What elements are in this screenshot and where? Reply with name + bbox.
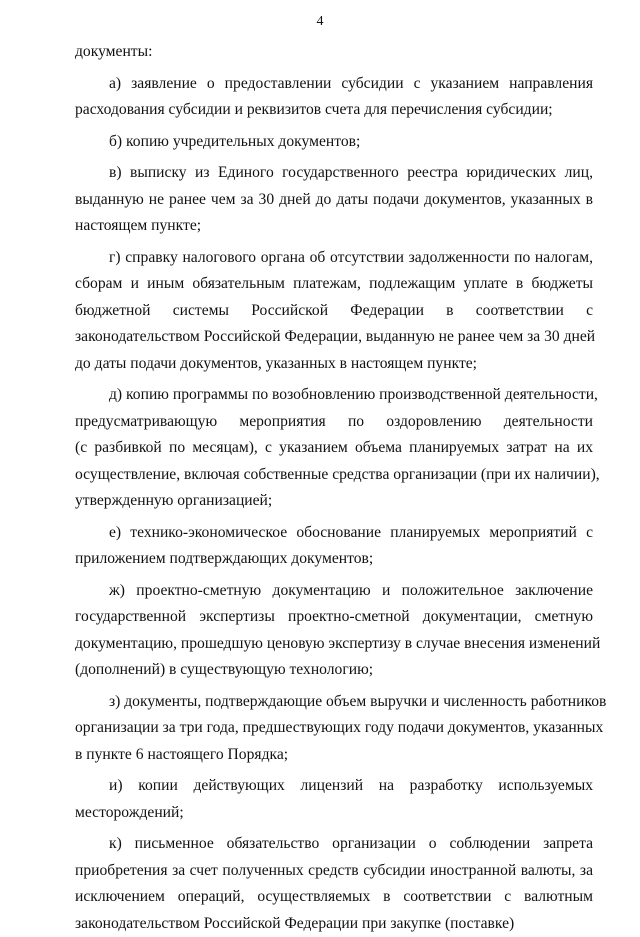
text-line: (с разбивкой по месяцам), с указанием объема планируемых затрат на их (75, 435, 593, 462)
paragraph (75, 520, 593, 573)
text-line: в пункте 6 настоящего Порядка; (75, 742, 593, 769)
text-line: документацию, прошедшую ценовую экспертизу в случае внесения изменений (75, 631, 593, 658)
text-line: приложением подтверждающих документов; (75, 546, 593, 573)
text-line: б) копию учредительных документов; (75, 129, 593, 156)
paragraph (75, 689, 593, 769)
text-line: законодательством Российской Федерации при закупке (поставке) (75, 911, 593, 937)
text-line: (дополнений) в существующую технологию; (75, 657, 593, 684)
paragraph (75, 578, 593, 684)
paragraph (75, 382, 593, 515)
text-line: предусматривающую мероприятия по оздоровлению деятельности (75, 409, 593, 436)
text-line: государственной экспертизы проектно-сметной документации, сметную (75, 604, 593, 631)
text-line: д) копию программы по возобновлению производственной деятельности, (75, 382, 593, 409)
paragraph (75, 39, 593, 66)
text-line: утвержденную организацией; (75, 488, 593, 515)
text-line: в) выписку из Единого государственного реестра юридических лиц, (75, 160, 593, 187)
text-line: и) копии действующих лицензий на разработку используемых (75, 773, 593, 800)
text-line: настоящем пункте; (75, 213, 593, 240)
text-line: месторождений; (75, 800, 593, 827)
paragraph (75, 773, 593, 826)
page-number: 4 (0, 14, 640, 30)
text-line: ж) проектно-сметную документацию и положительное заключение (75, 578, 593, 605)
paragraph (75, 129, 593, 156)
text-line: приобретения за счет полученных средств субсидии иностранной валюты, за (75, 858, 593, 885)
text-line: сборам и иным обязательным платежам, подлежащим уплате в бюджеты (75, 271, 593, 298)
text-line: до даты подачи документов, указанных в настоящем пункте; (75, 351, 593, 378)
text-line: з) документы, подтверждающие объем выручки и численность работников (75, 689, 593, 716)
text-line: к) письменное обязательство организации о соблюдении запрета (75, 831, 593, 858)
text-line: законодательством Российской Федерации, выданную не ранее чем за 30 дней (75, 324, 593, 351)
text-line: а) заявление о предоставлении субсидии с указанием направления (75, 71, 593, 98)
paragraph (75, 71, 593, 124)
paragraph (75, 831, 593, 937)
paragraph (75, 160, 593, 240)
text-line: выданную не ранее чем за 30 дней до даты подачи документов, указанных в (75, 187, 593, 214)
paragraph (75, 245, 593, 378)
document-body (75, 39, 593, 937)
text-line: расходования субсидии и реквизитов счета для перечисления субсидии; (75, 97, 593, 124)
text-line: организации за три года, предшествующих году подачи документов, указанных (75, 715, 593, 742)
text-line: осуществление, включая собственные средства организации (при их наличии), (75, 462, 593, 489)
text-line: бюджетной системы Российской Федерации в соответствии с (75, 298, 593, 325)
text-line: е) технико-экономическое обоснование планируемых мероприятий с (75, 520, 593, 547)
text-line: документы: (75, 39, 593, 66)
text-line: исключением операций, осуществляемых в соответствии с валютным (75, 884, 593, 911)
text-line: г) справку налогового органа об отсутствии задолженности по налогам, (75, 245, 593, 272)
